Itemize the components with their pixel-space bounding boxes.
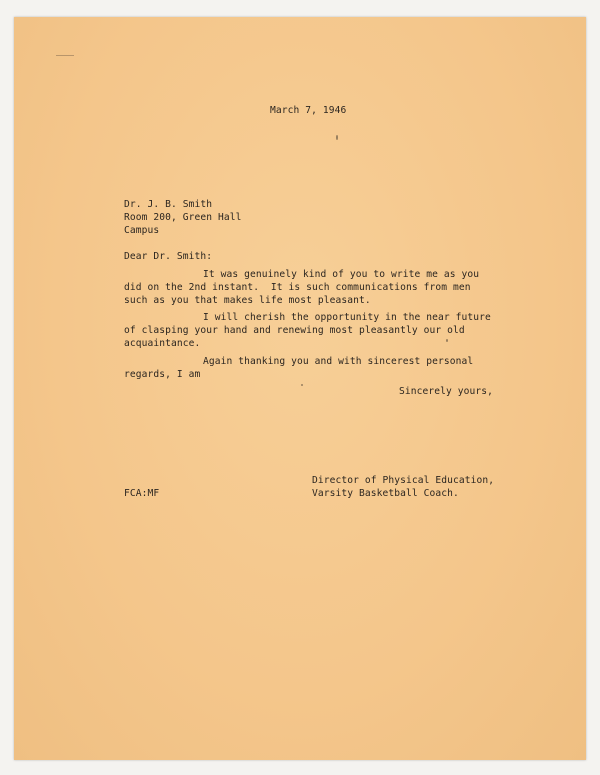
paragraph1-line2: did on the 2nd instant. It is such communications from men xyxy=(124,282,471,293)
paper-mark xyxy=(446,339,448,342)
paragraph1-line3: such as you that makes life most pleasant. xyxy=(124,295,371,306)
paper-mark xyxy=(56,55,74,56)
letter-date: March 7, 1946 xyxy=(270,105,347,116)
paragraph3-line2: regards, I am xyxy=(124,369,201,380)
closing: Sincerely yours, xyxy=(399,386,494,397)
paragraph2-line3: acquaintance. xyxy=(124,338,201,349)
paragraph2-line1: I will cherish the opportunity in the near future xyxy=(203,312,491,323)
recipient-room: Room 200, Green Hall xyxy=(124,212,242,223)
paper-mark xyxy=(301,384,303,386)
signature-title-line2: Varsity Basketball Coach. xyxy=(312,488,459,499)
paper-mark xyxy=(336,135,338,140)
signature-title-line1: Director of Physical Education, xyxy=(312,475,495,486)
letter-page xyxy=(14,17,586,760)
paragraph2-line2: of clasping your hand and renewing most pleasantly our old xyxy=(124,325,465,336)
recipient-location: Campus xyxy=(124,225,160,236)
recipient-name: Dr. J. B. Smith xyxy=(124,199,213,210)
salutation: Dear Dr. Smith: xyxy=(124,251,213,262)
typist-initials: FCA:MF xyxy=(124,488,160,499)
paragraph1-line1: It was genuinely kind of you to write me as you xyxy=(203,269,480,280)
paragraph3-line1: Again thanking you and with sincerest personal xyxy=(203,356,474,367)
